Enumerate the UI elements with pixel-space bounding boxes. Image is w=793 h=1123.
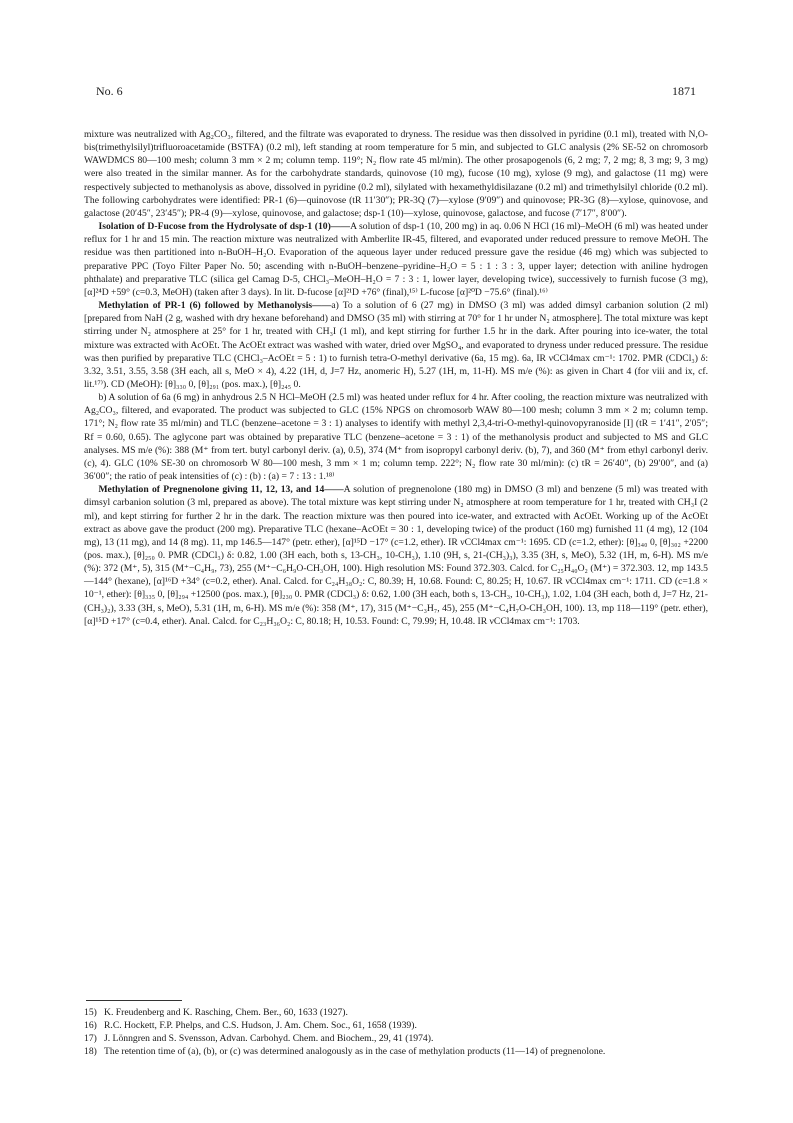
footnote-text: The retention time of (a), (b), or (c) was determined analogously as in the case of methylation products (11—14) of pregnenolone.: [104, 1046, 606, 1057]
footnote-text: K. Freudenberg and K. Rasching, Chem. Ber., 60, 1633 (1927).: [104, 1007, 348, 1018]
paragraph-text: A solution of pregnenolone (180 mg) in DMSO (3 ml) and benzene (5 ml) was treated with dimsyl carbanion solution (3 ml, prepared as above). The total mixture was kept stirring under N₂ atmosphere at room temperature for 1 hr, treated with CH₃I (2 ml), and kept stirring for further 2 hr in the dark. The reaction mixture was then poured into ice-water, and extracted with AcOEt. Working up of the AcOEt extract as above gave the product (200 mg). Preparative TLC (hexane–AcOEt = 30 : 1, developing twice) of the product (160 mg) furnished 11 (4 mg), 12 (104 mg), 13 (11 mg), and 14 (8 mg). 11, mp 146.5—147° (petr. ether), [α]¹⁵D −17° (c=1.2, ether). IR νCCl4max cm⁻¹: 1695. CD (c=1.2, ether): [θ]₃₄₀ 0, [θ]₃₀₂ +2200 (pos. max.), [θ]₂₅₀ 0. PMR (CDCl₃) δ: 0.82, 1.00 (3H each, both s, 13-CH₃, 10-CH₃), 1.10 (9H, s, 21-(CH₃)₃), 3.35 (3H, s, MeO), 5.32 (1H, m, 6-H). MS m/e (%): 372 (M⁺, 5), 315 (M⁺−C₄H₉, 73), 255 (M⁺−C₆H₉O-CH₃OH, 100). High resolution MS: Found 372.303. Calcd. for C₂₅H₄₀O₂ (M⁺) = 372.303. 12, mp 143.5—144° (hexane), [α]¹⁶D +34° (c=0.2, ether). Anal. Calcd. for C₂₄H₃₈O₂: C, 80.39; H, 10.68. Found: C, 80.25; H, 10.67. IR νCCl4max cm⁻¹: 1711. CD (c=1.8 × 10⁻¹, ether): [θ]₃₃₅ 0, [θ]₂₉₄ +12500 (pos. max.), [θ]₂₃₀ 0. PMR (CDCl₃) δ: 0.62, 1.00 (3H each, both s, 13-CH₃, 10-CH₃), 1.02, 1.04 (3H each, both d, J=7 Hz, 21-(CH₃)₂), 3.33 (3H, s, MeO), 5.31 (1H, m, 6-H). MS m/e (%): 358 (M⁺, 17), 315 (M⁺−C₃H₇, 45), 255 (M⁺−C₄H₇O-CH₃OH, 100). 13, mp 118—119° (petr. ether), [α]¹⁵D +17° (c=0.4, ether). Anal. Calcd. for C₂₃H₃₆O₂: C, 80.18; H, 10.53. Found: C, 79.99; H, 10.48. IR νCCl4max cm⁻¹: 1703.: [84, 484, 708, 627]
paragraph-pr1-methanolysis-b: [84, 391, 708, 483]
footnote-text: R.C. Hockett, F.P. Phelps, and C.S. Hudson, J. Am. Chem. Soc., 61, 1658 (1939).: [104, 1020, 417, 1031]
issue-number: No. 6: [96, 84, 123, 98]
paragraph-methanolysis-cont: [84, 128, 708, 220]
footnote-item: [84, 1032, 704, 1045]
article-body: [84, 128, 708, 628]
paragraph-text: mixture was neutralized with Ag₂CO₃, filtered, and the filtrate was evaporated to dryness. The residue was then dissolved in pyridine (0.1 ml), treated with N,O-bis(trimethylsilyl)trifluoroacetamide (BSTFA) (0.2 ml), left standing at room temperature for 5 min, and subjected to GLC analysis (2% SE-52 on chromosorb WAWDMCS 80—100 mesh; column 3 mm × 2 m; column temp. 119°; N₂ flow rate 45 ml/min). The other prosapogenols (6, 2 mg; 7, 2 mg; 8, 3 mg; 9, 3 mg) were also treated in the similar manner. As for the carbohydrate standards, quinovose (10 mg), fucose (10 mg), xylose (9 mg), and galactose (11 mg) were respectively subjected to methanolysis as above, dissolved in pyridine (0.2 ml), silylated with hexamethyldisilazane (0.2 ml) and trimethylsilyl chloride (0.2 ml). The following carbohydrates were identified: PR-1 (6)—quinovose (tR 11′30″); PR-3Q (7)—xylose (9′09″) and quinovose; PR-3G (8)—xylose, quinovose, and galactose (20′45″, 23′45″); PR-4 (9)—xylose, quinovose, and galactose; dsp-1 (10)—xylose, quinovose, galactose, and fucose (7′17″, 8′00″).: [84, 129, 708, 219]
section-heading: Methylation of Pregnenolone giving 11, 12, 13, and 14——: [98, 484, 344, 496]
footnote-divider: [86, 1000, 182, 1001]
page-number: 1871: [672, 84, 696, 98]
paragraph-pr1-methylation: [84, 299, 708, 391]
paragraph-fucose-isolation: [84, 220, 708, 299]
footnote-item: [84, 1045, 704, 1058]
footnote-item: [84, 1019, 704, 1032]
footnote-text: J. Lönngren and S. Svensson, Advan. Carbohyd. Chem. and Biochem., 29, 41 (1974).: [104, 1033, 434, 1044]
footnote-number: 18): [84, 1046, 97, 1057]
section-heading: Isolation of D-Fucose from the Hydrolysate of dsp-1 (10)——: [98, 221, 351, 233]
section-heading: Methylation of PR-1 (6) followed by Methanolysis——: [98, 300, 332, 312]
page-header: [96, 84, 696, 104]
footnotes: [84, 1006, 704, 1058]
paragraph-text: b) A solution of 6a (6 mg) in anhydrous 2.5 N HCl–MeOH (2.5 ml) was heated under reflux for 4 hr. After cooling, the reaction mixture was neutralized with Ag₂CO₃, filtered, and evaporated. The product was subjected to GLC (15% NPGS on chromosorb WAW 80—100 mesh; column 3 mm × 2 m; column temp. 171°; N₂ flow rate 35 ml/min) and TLC (benzene–acetone = 3 : 1) analyses to identify with methyl 2,3,4-tri-O-methyl-quinovopyranoside [I] (tR = 1′41″, 2′05″; Rf = 0.60, 0.65). The aglycone part was obtained by preparative TLC (benzene–acetone = 3 : 1) of the methanolysis product and subjected to MS and GLC analyses. MS m/e (%): 388 (M⁺ from tert. butyl carbonyl deriv. (a), 0.5), 374 (M⁺ from isopropyl carbonyl deriv. (b), 7), and 360 (M⁺ from ethyl carbonyl deriv. (c), 4). GLC (10% SE-30 on chromosorb W 80—100 mesh, 3 mm × 1 m; column temp. 222°; N₂ flow rate 30 ml/min): (c) tR = 26′40″, (b) 29′00″, and (a) 36′00″; the ratio of peak intensities of (c) : (b) : (a) = 7 : 13 : 1.¹⁸⁾: [84, 392, 708, 483]
footnote-number: 16): [84, 1020, 97, 1031]
paragraph-text: A solution of dsp-1 (10, 200 mg) in aq. 0.06 N HCl (16 ml)–MeOH (6 ml) was heated under reflux for 1 hr and 15 min. The reaction mixture was neutralized with Amberlite IR-45, filtered, and evaporated under reduced pressure to remove MeOH. The residue was then partitioned into n-BuOH–H₂O. Evaporation of the aqueous layer under reduced pressure gave the residue (46 mg) which was subjected to preparative PPC (Toyo Filter Paper No. 50; ascending with n-BuOH–benzene–pyridine–H₂O = 5 : 1 : 3 : 3, upper layer; detection with aniline hydrogen phthalate) and preparative TLC (silica gel Camag D-5, CHCl₃–MeOH–H₂O = 7 : 3 : 1, lower layer, developing twice), successively to furnish fucose (3 mg), [α]²⁴D +59° (c=0.3, MeOH) (taken after 3 days). In lit. D-fucose [α]²¹D +76° (final),¹⁵⁾ L-fucose [α]²⁰D −75.6° (final).¹⁶⁾: [84, 221, 708, 298]
footnote-number: 15): [84, 1007, 97, 1018]
footnote-item: [84, 1006, 704, 1019]
paragraph-text: a) To a solution of 6 (27 mg) in DMSO (3 ml) was added dimsyl carbanion solution (2 ml) [prepared from NaH (2 g, washed with dry hexane beforehand) and DMSO (35 ml) with stirring at 70° for 1 hr under N₂ atmosphere]. The total mixture was kept stirring under N₂ atmosphere at 25° for 1 hr, treated with CH₃I (1 ml), and kept stirring for further 1.5 hr in the dark. After pouring into ice-water, the total mixture was extracted with AcOEt. The AcOEt extract was washed with water, dried over MgSO₄, and evaporated to dryness under reduced pressure. The residue was then purified by preparative TLC (CHCl₃–AcOEt = 5 : 1) to furnish tetra-O-methyl derivative (6a, 15 mg). 6a, IR νCCl4max cm⁻¹: 1702. PMR (CDCl₃) δ: 3.32, 3.51, 3.55, 3.58 (3H each, all s, MeO × 4), 4.22 (1H, d, J=7 Hz, anomeric H), 5.27 (1H, m, 11-H). MS m/e (%): as given in Chart 4 (for viii and ix, cf. lit.¹⁷⁾). CD (MeOH): [θ]₃₃₀ 0, [θ]₂₉₁ (pos. max.), [θ]₂₄₅ 0.: [84, 300, 708, 390]
footnote-number: 17): [84, 1033, 97, 1044]
paragraph-pregnenolone-methylation: [84, 483, 708, 628]
